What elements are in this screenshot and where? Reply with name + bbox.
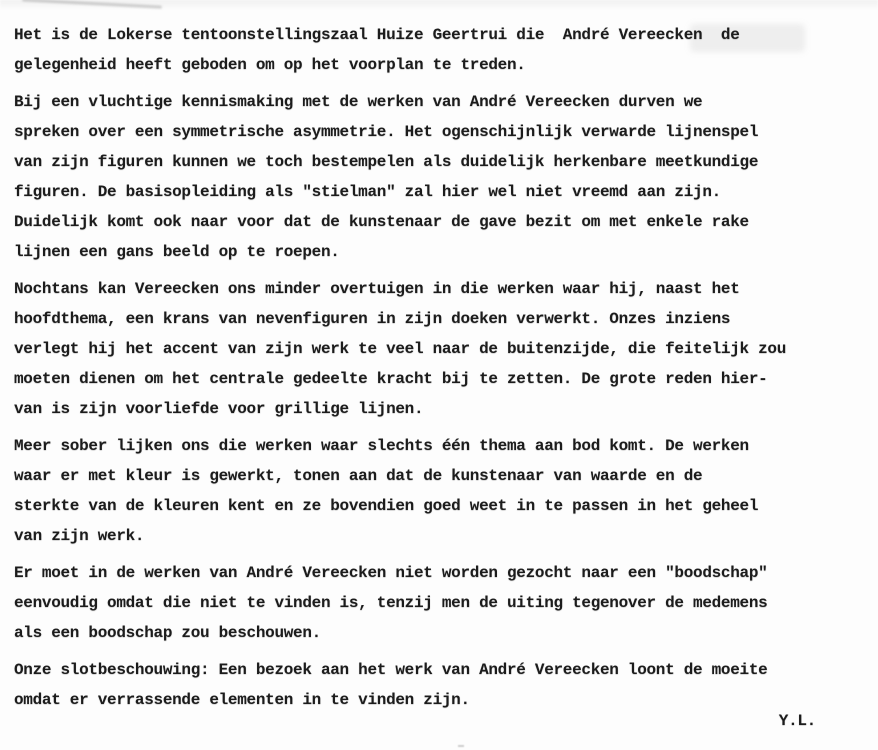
text-line: hoofdthema, een krans van nevenfiguren in zijn doeken verwerkt. Onzes inziens — [14, 310, 731, 328]
text-line: gelegenheid heeft geboden om op het voorplan te treden. — [14, 56, 526, 74]
text-line: van zijn werk. — [14, 527, 145, 545]
text-line: Nochtans kan Vereecken ons minder overtuigen in die werken waar hij, naast het — [14, 280, 740, 298]
scan-artifact-top-band — [0, 0, 878, 10]
document-body — [14, 20, 870, 722]
text-line: Bij een vluchtige kennismaking met de werken van André Vereecken durven we — [14, 93, 703, 111]
text-line: moeten dienen om het centrale gedeelte kracht bij te zetten. De grote reden hier- — [14, 370, 768, 388]
text-line: Onze slotbeschouwing: Een bezoek aan het werk van André Vereecken loont de moeite — [14, 661, 768, 679]
paragraph — [14, 20, 870, 80]
scan-artifact-dot — [458, 745, 464, 747]
text-line: van is zijn voorliefde voor grillige lijnen. — [14, 400, 424, 418]
text-line: verlegt hij het accent van zijn werk te veel naar de buitenzijde, die feitelijk zou — [14, 340, 787, 358]
text-line: Duidelijk komt ook naar voor dat de kunstenaar de gave bezit om met enkele rake — [14, 213, 749, 231]
paragraph — [14, 558, 870, 648]
text-line: Er moet in de werken van André Vereecken niet worden gezocht naar een "boodschap" — [14, 564, 768, 582]
paragraph — [14, 431, 870, 551]
text-line: spreken over een symmetrische asymmetrie. Het ogenschijnlijk verwarde lijnenspel — [14, 123, 759, 141]
text-line: eenvoudig omdat die niet te vinden is, tenzij men de uiting tegenover de medemens — [14, 594, 768, 612]
text-line: omdat er verrassende elementen in te vinden zijn. — [14, 691, 470, 709]
paragraph — [14, 274, 870, 424]
scan-artifact-streak — [22, 0, 162, 9]
text-line: van zijn figuren kunnen we toch bestempelen als duidelijk herkenbare meetkundige — [14, 153, 759, 171]
text-line: lijnen een gans beeld op te roepen. — [14, 243, 340, 261]
paragraph — [14, 655, 870, 715]
text-line: sterkte van de kleuren kent en ze bovendien goed weet in te passen in het geheel — [14, 497, 759, 515]
text-line: als een boodschap zou beschouwen. — [14, 624, 321, 642]
text-line: figuren. De basisopleiding als "stielman" zal hier wel niet vreemd aan zijn. — [14, 183, 721, 201]
signature-initials: Y.L. — [778, 712, 816, 730]
text-line: waar er met kleur is gewerkt, tonen aan dat de kunstenaar van waarde en de — [14, 467, 703, 485]
text-line: Meer sober lijken ons die werken waar slechts één thema aan bod komt. De werken — [14, 437, 749, 455]
paragraph — [14, 87, 870, 267]
text-line: Het is de Lokerse tentoonstellingszaal Huize Geertrui die André Vereecken de — [14, 26, 740, 44]
